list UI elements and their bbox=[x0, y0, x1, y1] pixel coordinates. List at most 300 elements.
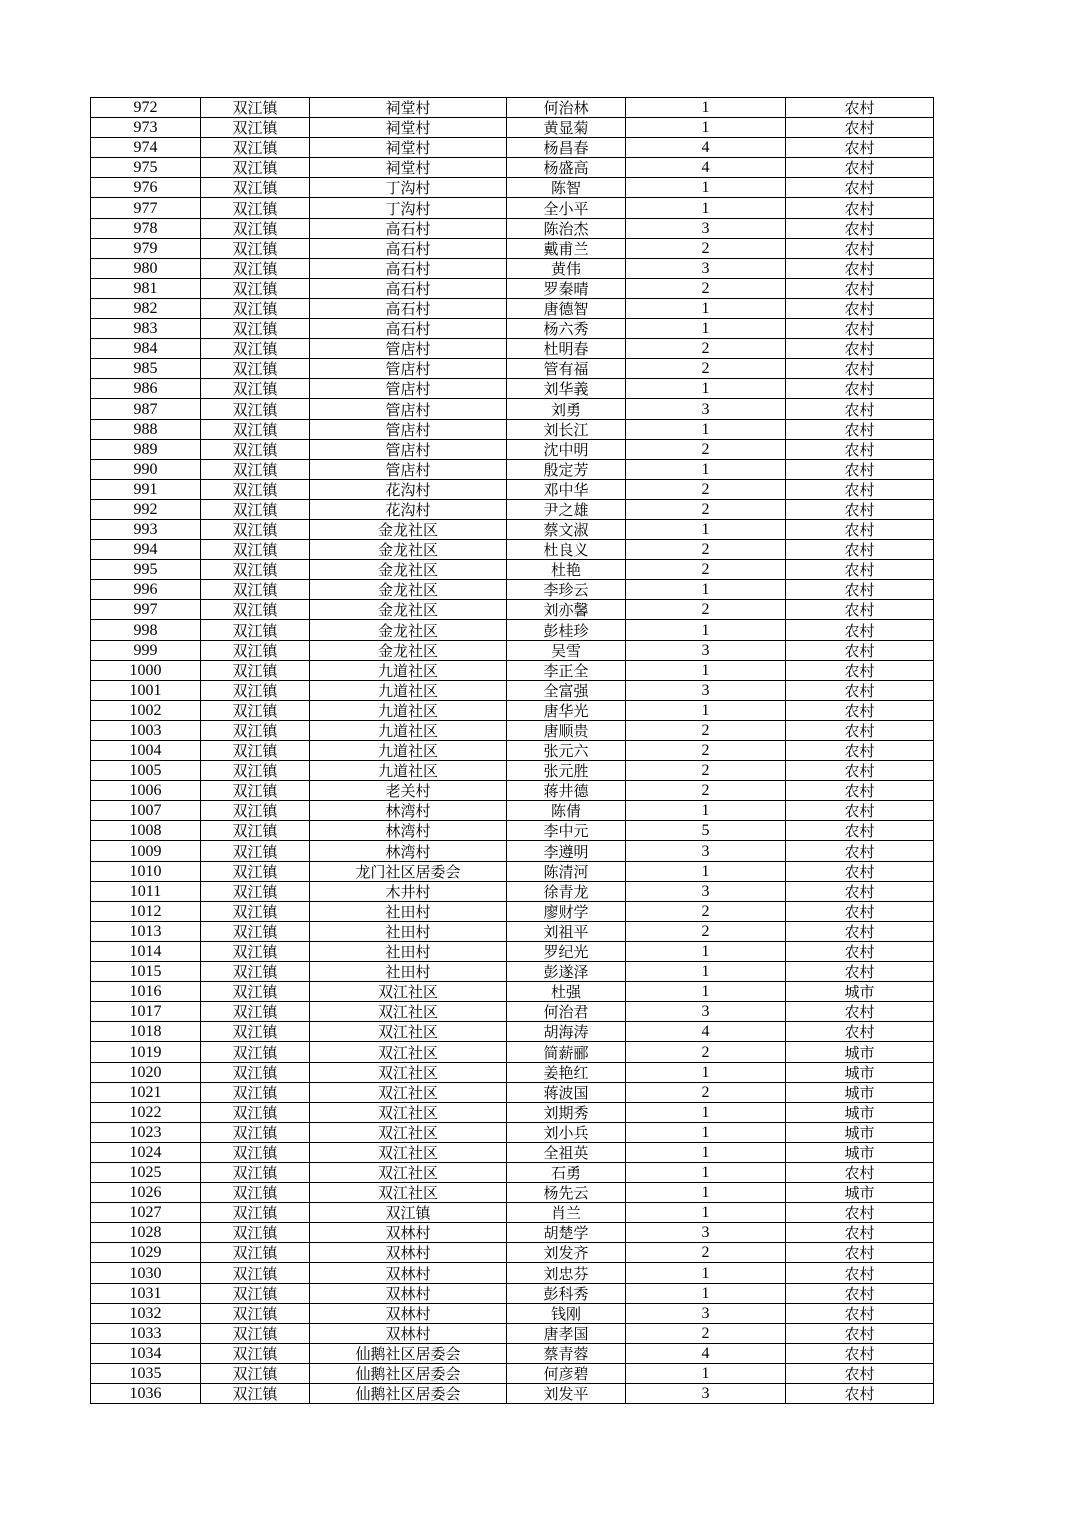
area-type-cell: 农村 bbox=[786, 1323, 934, 1343]
village-cell: 仙鹅社区居委会 bbox=[310, 1384, 507, 1404]
name-cell: 陈倩 bbox=[507, 801, 626, 821]
table-row bbox=[91, 560, 934, 580]
town-cell: 双江镇 bbox=[201, 861, 310, 881]
name-cell: 杨先云 bbox=[507, 1183, 626, 1203]
town-cell: 双江镇 bbox=[201, 1022, 310, 1042]
row-number-cell: 993 bbox=[91, 519, 201, 539]
village-cell: 高石村 bbox=[310, 319, 507, 339]
village-cell: 双江社区 bbox=[310, 1162, 507, 1182]
village-cell: 祠堂村 bbox=[310, 138, 507, 158]
town-cell: 双江镇 bbox=[201, 98, 310, 118]
row-number-cell: 974 bbox=[91, 138, 201, 158]
table-row bbox=[91, 580, 934, 600]
town-cell: 双江镇 bbox=[201, 1082, 310, 1102]
table-row bbox=[91, 479, 934, 499]
town-cell: 双江镇 bbox=[201, 781, 310, 801]
name-cell: 简薪郦 bbox=[507, 1042, 626, 1062]
count-cell: 3 bbox=[626, 881, 786, 901]
town-cell: 双江镇 bbox=[201, 519, 310, 539]
town-cell: 双江镇 bbox=[201, 741, 310, 761]
row-number-cell: 977 bbox=[91, 198, 201, 218]
area-type-cell: 农村 bbox=[786, 700, 934, 720]
village-cell: 高石村 bbox=[310, 238, 507, 258]
count-cell: 4 bbox=[626, 1022, 786, 1042]
row-number-cell: 998 bbox=[91, 620, 201, 640]
name-cell: 杜明春 bbox=[507, 339, 626, 359]
row-number-cell: 1009 bbox=[91, 841, 201, 861]
village-cell: 双林村 bbox=[310, 1283, 507, 1303]
table-row bbox=[91, 1323, 934, 1343]
area-type-cell: 农村 bbox=[786, 600, 934, 620]
count-cell: 1 bbox=[626, 178, 786, 198]
town-cell: 双江镇 bbox=[201, 1243, 310, 1263]
town-cell: 双江镇 bbox=[201, 339, 310, 359]
name-cell: 陈治杰 bbox=[507, 218, 626, 238]
town-cell: 双江镇 bbox=[201, 1183, 310, 1203]
area-type-cell: 城市 bbox=[786, 1042, 934, 1062]
town-cell: 双江镇 bbox=[201, 801, 310, 821]
name-cell: 殷定芳 bbox=[507, 459, 626, 479]
table-row bbox=[91, 1183, 934, 1203]
name-cell: 李正全 bbox=[507, 660, 626, 680]
village-cell: 丁沟村 bbox=[310, 198, 507, 218]
table-row bbox=[91, 1384, 934, 1404]
village-cell: 金龙社区 bbox=[310, 600, 507, 620]
row-number-cell: 1007 bbox=[91, 801, 201, 821]
table-row bbox=[91, 720, 934, 740]
town-cell: 双江镇 bbox=[201, 560, 310, 580]
town-cell: 双江镇 bbox=[201, 1363, 310, 1383]
name-cell: 张元胜 bbox=[507, 761, 626, 781]
village-cell: 双江社区 bbox=[310, 1122, 507, 1142]
row-number-cell: 1011 bbox=[91, 881, 201, 901]
count-cell: 1 bbox=[626, 982, 786, 1002]
village-cell: 九道社区 bbox=[310, 720, 507, 740]
count-cell: 1 bbox=[626, 801, 786, 821]
row-number-cell: 994 bbox=[91, 540, 201, 560]
row-number-cell: 1000 bbox=[91, 660, 201, 680]
town-cell: 双江镇 bbox=[201, 1122, 310, 1142]
count-cell: 1 bbox=[626, 1183, 786, 1203]
row-number-cell: 999 bbox=[91, 640, 201, 660]
table-row bbox=[91, 379, 934, 399]
town-cell: 双江镇 bbox=[201, 921, 310, 941]
town-cell: 双江镇 bbox=[201, 1002, 310, 1022]
table-row bbox=[91, 1363, 934, 1383]
row-number-cell: 976 bbox=[91, 178, 201, 198]
name-cell: 刘华義 bbox=[507, 379, 626, 399]
town-cell: 双江镇 bbox=[201, 298, 310, 318]
count-cell: 2 bbox=[626, 560, 786, 580]
table-row bbox=[91, 278, 934, 298]
area-type-cell: 农村 bbox=[786, 761, 934, 781]
row-number-cell: 1030 bbox=[91, 1263, 201, 1283]
count-cell: 1 bbox=[626, 620, 786, 640]
village-cell: 高石村 bbox=[310, 218, 507, 238]
count-cell: 1 bbox=[626, 962, 786, 982]
area-type-cell: 农村 bbox=[786, 781, 934, 801]
row-number-cell: 1034 bbox=[91, 1343, 201, 1363]
name-cell: 徐青龙 bbox=[507, 881, 626, 901]
name-cell: 何治林 bbox=[507, 98, 626, 118]
count-cell: 2 bbox=[626, 720, 786, 740]
village-cell: 双江社区 bbox=[310, 1002, 507, 1022]
name-cell: 刘发平 bbox=[507, 1384, 626, 1404]
name-cell: 刘小兵 bbox=[507, 1122, 626, 1142]
row-number-cell: 972 bbox=[91, 98, 201, 118]
table-row bbox=[91, 1203, 934, 1223]
row-number-cell: 1031 bbox=[91, 1283, 201, 1303]
village-cell: 双林村 bbox=[310, 1223, 507, 1243]
row-number-cell: 1014 bbox=[91, 941, 201, 961]
table-row bbox=[91, 399, 934, 419]
area-type-cell: 农村 bbox=[786, 379, 934, 399]
count-cell: 1 bbox=[626, 319, 786, 339]
count-cell: 4 bbox=[626, 138, 786, 158]
town-cell: 双江镇 bbox=[201, 1162, 310, 1182]
town-cell: 双江镇 bbox=[201, 1323, 310, 1343]
name-cell: 黄显菊 bbox=[507, 118, 626, 138]
village-cell: 双林村 bbox=[310, 1243, 507, 1263]
name-cell: 廖财学 bbox=[507, 901, 626, 921]
count-cell: 1 bbox=[626, 700, 786, 720]
count-cell: 1 bbox=[626, 660, 786, 680]
town-cell: 双江镇 bbox=[201, 379, 310, 399]
village-cell: 祠堂村 bbox=[310, 158, 507, 178]
table-row bbox=[91, 801, 934, 821]
village-cell: 社田村 bbox=[310, 962, 507, 982]
town-cell: 双江镇 bbox=[201, 881, 310, 901]
town-cell: 双江镇 bbox=[201, 118, 310, 138]
row-number-cell: 983 bbox=[91, 319, 201, 339]
town-cell: 双江镇 bbox=[201, 841, 310, 861]
town-cell: 双江镇 bbox=[201, 258, 310, 278]
town-cell: 双江镇 bbox=[201, 499, 310, 519]
village-cell: 管店村 bbox=[310, 399, 507, 419]
area-type-cell: 农村 bbox=[786, 560, 934, 580]
row-number-cell: 1017 bbox=[91, 1002, 201, 1022]
name-cell: 李珍云 bbox=[507, 580, 626, 600]
town-cell: 双江镇 bbox=[201, 138, 310, 158]
count-cell: 3 bbox=[626, 640, 786, 660]
area-type-cell: 农村 bbox=[786, 941, 934, 961]
name-cell: 沈中明 bbox=[507, 439, 626, 459]
count-cell: 2 bbox=[626, 600, 786, 620]
row-number-cell: 981 bbox=[91, 278, 201, 298]
town-cell: 双江镇 bbox=[201, 198, 310, 218]
count-cell: 1 bbox=[626, 861, 786, 881]
area-type-cell: 农村 bbox=[786, 1223, 934, 1243]
table-row bbox=[91, 178, 934, 198]
name-cell: 杜艳 bbox=[507, 560, 626, 580]
name-cell: 唐德智 bbox=[507, 298, 626, 318]
area-type-cell: 农村 bbox=[786, 98, 934, 118]
name-cell: 刘忠芬 bbox=[507, 1263, 626, 1283]
name-cell: 杜强 bbox=[507, 982, 626, 1002]
name-cell: 肖兰 bbox=[507, 1203, 626, 1223]
row-number-cell: 1025 bbox=[91, 1162, 201, 1182]
village-cell: 花沟村 bbox=[310, 479, 507, 499]
row-number-cell: 990 bbox=[91, 459, 201, 479]
table-row bbox=[91, 982, 934, 1002]
village-cell: 高石村 bbox=[310, 298, 507, 318]
town-cell: 双江镇 bbox=[201, 620, 310, 640]
count-cell: 2 bbox=[626, 359, 786, 379]
area-type-cell: 农村 bbox=[786, 158, 934, 178]
area-type-cell: 农村 bbox=[786, 720, 934, 740]
name-cell: 胡楚学 bbox=[507, 1223, 626, 1243]
name-cell: 唐孝国 bbox=[507, 1323, 626, 1343]
town-cell: 双江镇 bbox=[201, 941, 310, 961]
table-row bbox=[91, 761, 934, 781]
table-row bbox=[91, 901, 934, 921]
table-row bbox=[91, 680, 934, 700]
area-type-cell: 农村 bbox=[786, 962, 934, 982]
row-number-cell: 1032 bbox=[91, 1303, 201, 1323]
table-row bbox=[91, 841, 934, 861]
town-cell: 双江镇 bbox=[201, 600, 310, 620]
area-type-cell: 农村 bbox=[786, 439, 934, 459]
name-cell: 彭桂珍 bbox=[507, 620, 626, 640]
area-type-cell: 农村 bbox=[786, 419, 934, 439]
table-row bbox=[91, 158, 934, 178]
area-type-cell: 城市 bbox=[786, 1183, 934, 1203]
town-cell: 双江镇 bbox=[201, 761, 310, 781]
name-cell: 陈智 bbox=[507, 178, 626, 198]
village-cell: 管店村 bbox=[310, 339, 507, 359]
table-row bbox=[91, 1283, 934, 1303]
table-row bbox=[91, 1002, 934, 1022]
table-row bbox=[91, 921, 934, 941]
table-row bbox=[91, 620, 934, 640]
count-cell: 1 bbox=[626, 459, 786, 479]
name-cell: 邓中华 bbox=[507, 479, 626, 499]
count-cell: 2 bbox=[626, 1042, 786, 1062]
row-number-cell: 980 bbox=[91, 258, 201, 278]
village-cell: 社田村 bbox=[310, 941, 507, 961]
area-type-cell: 农村 bbox=[786, 921, 934, 941]
count-cell: 4 bbox=[626, 158, 786, 178]
town-cell: 双江镇 bbox=[201, 640, 310, 660]
village-cell: 高石村 bbox=[310, 258, 507, 278]
row-number-cell: 978 bbox=[91, 218, 201, 238]
table-row bbox=[91, 118, 934, 138]
count-cell: 2 bbox=[626, 1243, 786, 1263]
name-cell: 何彦碧 bbox=[507, 1363, 626, 1383]
name-cell: 刘期秀 bbox=[507, 1102, 626, 1122]
village-cell: 双江社区 bbox=[310, 1082, 507, 1102]
table-row bbox=[91, 1243, 934, 1263]
row-number-cell: 1026 bbox=[91, 1183, 201, 1203]
count-cell: 3 bbox=[626, 1384, 786, 1404]
count-cell: 1 bbox=[626, 580, 786, 600]
village-cell: 管店村 bbox=[310, 419, 507, 439]
row-number-cell: 984 bbox=[91, 339, 201, 359]
village-cell: 仙鹅社区居委会 bbox=[310, 1343, 507, 1363]
town-cell: 双江镇 bbox=[201, 359, 310, 379]
village-cell: 高石村 bbox=[310, 278, 507, 298]
count-cell: 2 bbox=[626, 761, 786, 781]
area-type-cell: 农村 bbox=[786, 519, 934, 539]
town-cell: 双江镇 bbox=[201, 1142, 310, 1162]
count-cell: 2 bbox=[626, 540, 786, 560]
count-cell: 2 bbox=[626, 499, 786, 519]
village-cell: 金龙社区 bbox=[310, 580, 507, 600]
area-type-cell: 农村 bbox=[786, 339, 934, 359]
village-cell: 管店村 bbox=[310, 379, 507, 399]
village-cell: 祠堂村 bbox=[310, 98, 507, 118]
town-cell: 双江镇 bbox=[201, 178, 310, 198]
village-cell: 九道社区 bbox=[310, 680, 507, 700]
table-row bbox=[91, 1303, 934, 1323]
village-cell: 双林村 bbox=[310, 1263, 507, 1283]
row-number-cell: 1005 bbox=[91, 761, 201, 781]
town-cell: 双江镇 bbox=[201, 1384, 310, 1404]
town-cell: 双江镇 bbox=[201, 1102, 310, 1122]
row-number-cell: 989 bbox=[91, 439, 201, 459]
village-cell: 九道社区 bbox=[310, 660, 507, 680]
name-cell: 彭遂泽 bbox=[507, 962, 626, 982]
count-cell: 3 bbox=[626, 680, 786, 700]
table-row bbox=[91, 1102, 934, 1122]
count-cell: 1 bbox=[626, 1102, 786, 1122]
town-cell: 双江镇 bbox=[201, 540, 310, 560]
table-row bbox=[91, 339, 934, 359]
area-type-cell: 农村 bbox=[786, 1243, 934, 1263]
count-cell: 1 bbox=[626, 1122, 786, 1142]
count-cell: 1 bbox=[626, 519, 786, 539]
name-cell: 尹之雄 bbox=[507, 499, 626, 519]
count-cell: 3 bbox=[626, 218, 786, 238]
area-type-cell: 农村 bbox=[786, 1283, 934, 1303]
row-number-cell: 1036 bbox=[91, 1384, 201, 1404]
area-type-cell: 农村 bbox=[786, 298, 934, 318]
row-number-cell: 1013 bbox=[91, 921, 201, 941]
table-row bbox=[91, 499, 934, 519]
table-row bbox=[91, 1142, 934, 1162]
area-type-cell: 农村 bbox=[786, 1343, 934, 1363]
count-cell: 3 bbox=[626, 1223, 786, 1243]
name-cell: 吴雪 bbox=[507, 640, 626, 660]
area-type-cell: 农村 bbox=[786, 258, 934, 278]
village-cell: 丁沟村 bbox=[310, 178, 507, 198]
table-row bbox=[91, 781, 934, 801]
row-number-cell: 1029 bbox=[91, 1243, 201, 1263]
town-cell: 双江镇 bbox=[201, 1303, 310, 1323]
town-cell: 双江镇 bbox=[201, 158, 310, 178]
name-cell: 管有福 bbox=[507, 359, 626, 379]
row-number-cell: 1021 bbox=[91, 1082, 201, 1102]
name-cell: 蒋波国 bbox=[507, 1082, 626, 1102]
row-number-cell: 973 bbox=[91, 118, 201, 138]
row-number-cell: 1004 bbox=[91, 741, 201, 761]
row-number-cell: 991 bbox=[91, 479, 201, 499]
row-number-cell: 997 bbox=[91, 600, 201, 620]
village-cell: 双林村 bbox=[310, 1303, 507, 1323]
area-type-cell: 城市 bbox=[786, 1082, 934, 1102]
row-number-cell: 1008 bbox=[91, 821, 201, 841]
count-cell: 2 bbox=[626, 781, 786, 801]
count-cell: 2 bbox=[626, 339, 786, 359]
table-row bbox=[91, 238, 934, 258]
count-cell: 1 bbox=[626, 419, 786, 439]
count-cell: 4 bbox=[626, 1343, 786, 1363]
area-type-cell: 农村 bbox=[786, 319, 934, 339]
area-type-cell: 农村 bbox=[786, 278, 934, 298]
town-cell: 双江镇 bbox=[201, 479, 310, 499]
table-row bbox=[91, 359, 934, 379]
name-cell: 罗纪光 bbox=[507, 941, 626, 961]
row-number-cell: 1016 bbox=[91, 982, 201, 1002]
town-cell: 双江镇 bbox=[201, 1203, 310, 1223]
area-type-cell: 城市 bbox=[786, 1102, 934, 1122]
table-row bbox=[91, 1082, 934, 1102]
name-cell: 戴甫兰 bbox=[507, 238, 626, 258]
name-cell: 刘长江 bbox=[507, 419, 626, 439]
table-row bbox=[91, 1022, 934, 1042]
count-cell: 3 bbox=[626, 1002, 786, 1022]
row-number-cell: 1012 bbox=[91, 901, 201, 921]
town-cell: 双江镇 bbox=[201, 459, 310, 479]
table-row bbox=[91, 962, 934, 982]
name-cell: 张元六 bbox=[507, 741, 626, 761]
name-cell: 刘祖平 bbox=[507, 921, 626, 941]
area-type-cell: 农村 bbox=[786, 680, 934, 700]
table-row bbox=[91, 660, 934, 680]
area-type-cell: 农村 bbox=[786, 1022, 934, 1042]
row-number-cell: 992 bbox=[91, 499, 201, 519]
town-cell: 双江镇 bbox=[201, 660, 310, 680]
area-type-cell: 农村 bbox=[786, 1203, 934, 1223]
count-cell: 1 bbox=[626, 98, 786, 118]
village-cell: 双江社区 bbox=[310, 1183, 507, 1203]
row-number-cell: 1018 bbox=[91, 1022, 201, 1042]
area-type-cell: 农村 bbox=[786, 138, 934, 158]
count-cell: 1 bbox=[626, 1142, 786, 1162]
area-type-cell: 农村 bbox=[786, 580, 934, 600]
table-row bbox=[91, 881, 934, 901]
name-cell: 何治君 bbox=[507, 1002, 626, 1022]
name-cell: 唐华光 bbox=[507, 700, 626, 720]
village-cell: 龙门社区居委会 bbox=[310, 861, 507, 881]
area-type-cell: 农村 bbox=[786, 359, 934, 379]
table-row bbox=[91, 1062, 934, 1082]
area-type-cell: 城市 bbox=[786, 1122, 934, 1142]
town-cell: 双江镇 bbox=[201, 962, 310, 982]
name-cell: 蔡文淑 bbox=[507, 519, 626, 539]
table-row bbox=[91, 1223, 934, 1243]
name-cell: 姜艳红 bbox=[507, 1062, 626, 1082]
row-number-cell: 996 bbox=[91, 580, 201, 600]
village-cell: 九道社区 bbox=[310, 741, 507, 761]
count-cell: 2 bbox=[626, 1323, 786, 1343]
table-row bbox=[91, 540, 934, 560]
village-cell: 祠堂村 bbox=[310, 118, 507, 138]
village-cell: 双林村 bbox=[310, 1323, 507, 1343]
village-cell: 花沟村 bbox=[310, 499, 507, 519]
town-cell: 双江镇 bbox=[201, 680, 310, 700]
town-cell: 双江镇 bbox=[201, 278, 310, 298]
area-type-cell: 农村 bbox=[786, 499, 934, 519]
count-cell: 1 bbox=[626, 1263, 786, 1283]
name-cell: 杨盛高 bbox=[507, 158, 626, 178]
count-cell: 2 bbox=[626, 439, 786, 459]
name-cell: 刘亦馨 bbox=[507, 600, 626, 620]
name-cell: 黄伟 bbox=[507, 258, 626, 278]
area-type-cell: 农村 bbox=[786, 399, 934, 419]
village-cell: 双江社区 bbox=[310, 1102, 507, 1122]
table-row bbox=[91, 600, 934, 620]
